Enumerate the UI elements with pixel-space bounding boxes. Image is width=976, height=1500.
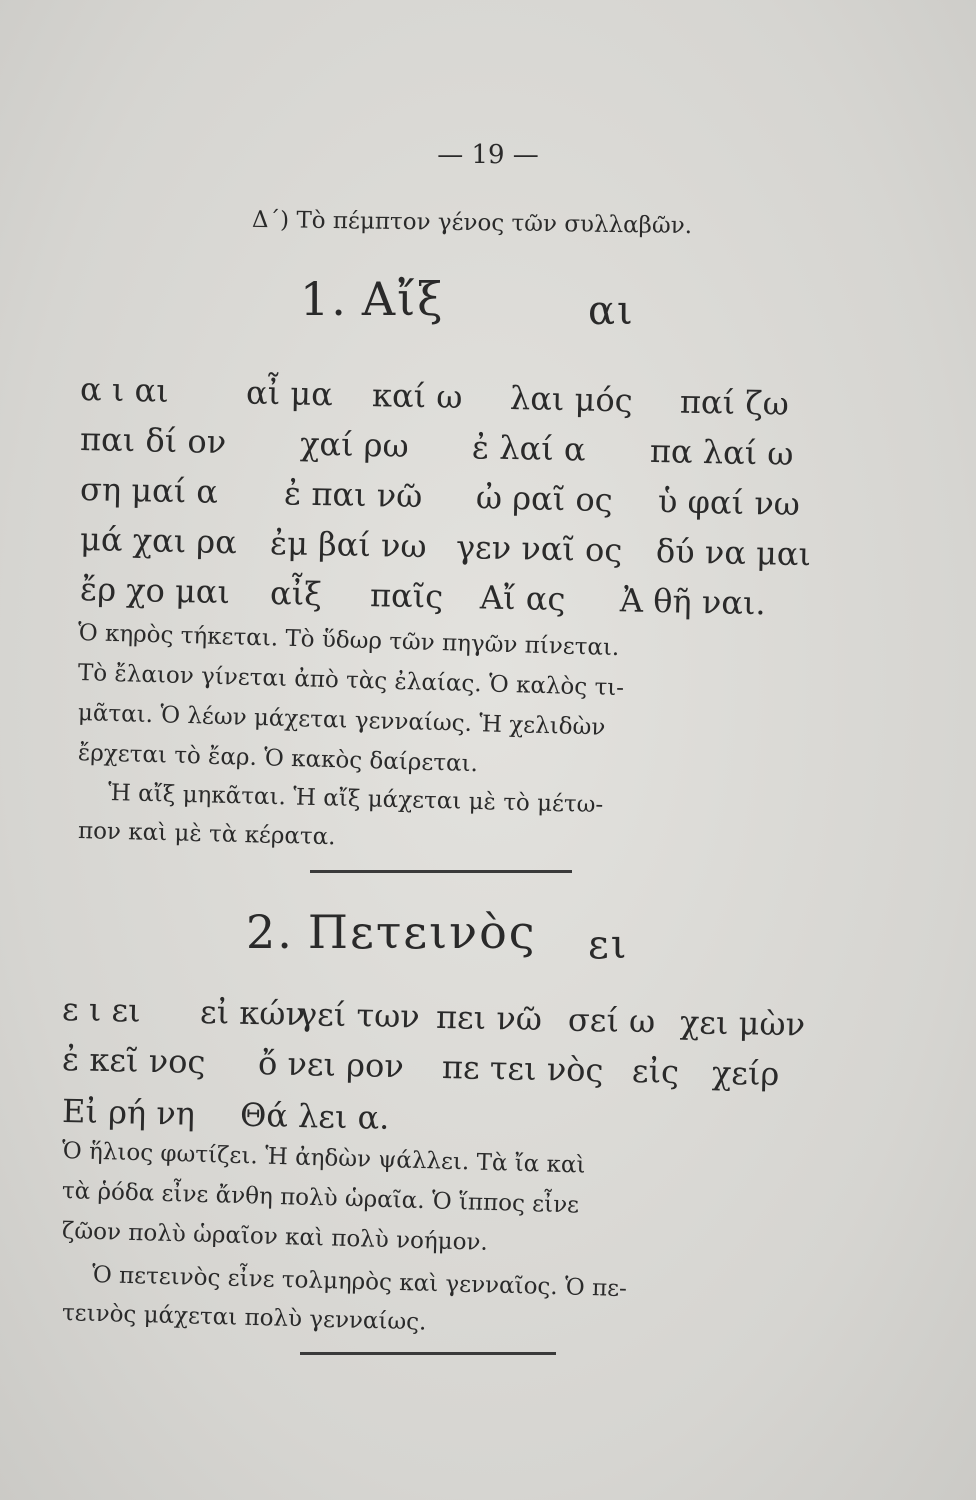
syllable-group: ἐ λαί α [471, 428, 586, 469]
reading-line: ἔρχεται τὸ ἔαρ. Ὁ κακὸς δαίρεται. [77, 740, 479, 778]
syllable-group: λαι μός [509, 379, 633, 420]
syllable-group: ὄ νει ρον [257, 1044, 405, 1086]
reading-line: τὰ ῥόδα εἶνε ἄνθη πολὺ ὡραῖα. Ὁ ἵππος εἶνε [61, 1178, 580, 1219]
syllable-group: χείρ [711, 1053, 780, 1094]
lesson-1-word: Αἴξ [361, 272, 445, 326]
reading-line: Ἡ αἴξ μηκᾶται. Ἡ αἴξ μάχεται μὲ τὸ μέτω- [107, 780, 604, 819]
section-divider [310, 870, 572, 873]
syllable-group: Ἀ θῆ ναι. [619, 581, 767, 623]
syllable-group: ἐ παι νῶ [283, 474, 423, 516]
lesson-2-word: Πετεινὸς [307, 905, 537, 959]
section-divider [300, 1352, 556, 1355]
reading-line: Τὸ ἔλαιον γίνεται ἀπὸ τὰς ἐλαίας. Ὁ καλὸς τι- [77, 660, 625, 702]
lesson-2-number: 2. [246, 905, 294, 959]
reading-line: μᾶται. Ὁ λέων μάχεται γενναίως. Ἡ χελιδὼν [77, 700, 606, 741]
syllable-group: πα λαί ω [649, 431, 794, 473]
syllable-group: Θά λει α. [239, 1095, 390, 1137]
syllable-group: αἶ μα [245, 373, 334, 414]
lesson-2-syllable: ει [588, 922, 629, 968]
syllable-group: ἔρ χο μαι [79, 570, 231, 612]
reading-line: Ὁ πετεινὸς εἶνε τολμηρὸς καὶ γενναῖος. Ὁ πε- [91, 1262, 628, 1303]
syllable-group: μά χαι ρα [79, 520, 238, 562]
lesson-1-number: 1. [300, 272, 348, 326]
section-heading: Δ΄) Τὸ πέμπτον γένος τῶν συλλαβῶν. [251, 206, 693, 240]
syllable-group: Αἴ ας [479, 578, 566, 619]
syllable-group: χει μὼν [679, 1002, 806, 1044]
reading-line: ζῶον πολὺ ὡραῖον καὶ πολὺ νοήμον. [61, 1218, 489, 1256]
syllable-group: πει νῶ [435, 997, 543, 1039]
syllable-group: εἰς [631, 1051, 680, 1091]
syllable-group: ε ι ει [61, 990, 142, 1030]
reading-line: Ὁ ἥλιος φωτίζει. Ἡ ἀηδὼν ψάλλει. Τὰ ἴα καὶ [61, 1138, 586, 1179]
syllable-group: γεί των [297, 994, 421, 1036]
syllable-group: σεί ω [567, 1000, 656, 1041]
syllable-group: παῖς [369, 576, 444, 616]
syllable-group: ὑ φαί νω [657, 482, 801, 524]
syllable-group: ὠ ραῖ ος [475, 478, 614, 520]
syllable-group: γεν ναῖ ος [455, 527, 623, 570]
syllable-group: Εἰ ρή νη [61, 1092, 196, 1133]
syllable-group: ἐ κεῖ νος [61, 1040, 206, 1081]
syllable-group: παι δί ον [79, 420, 227, 462]
syllable-group: ση μαί α [79, 470, 219, 511]
syllable-group: δύ να μαι [655, 532, 812, 574]
lesson-1-syllable: αι [588, 288, 635, 334]
syllable-group: ἐμ βαί νω [269, 523, 427, 566]
syllable-group: εἰ κών [199, 992, 306, 1034]
syllable-group: αἶξ [269, 573, 323, 614]
syllable-group: χαί ρω [299, 424, 410, 465]
reading-line: πον καὶ μὲ τὰ κέρατα. [77, 818, 336, 851]
page-number: — 19 — [437, 140, 539, 170]
syllable-group: παί ζω [679, 382, 790, 423]
syllable-group: καί ω [371, 376, 463, 417]
reading-line: τεινὸς μάχεται πολὺ γενναίως. [61, 1300, 427, 1336]
syllable-group: πε τει νὸς [441, 1047, 604, 1090]
lesson-2-title [246, 905, 537, 959]
lesson-1-title [300, 272, 444, 326]
syllable-group: α ι αι [79, 370, 170, 410]
reading-line: Ὁ κηρὸς τήκεται. Τὸ ὕδωρ τῶν πηγῶν πίνεται. [77, 620, 620, 662]
